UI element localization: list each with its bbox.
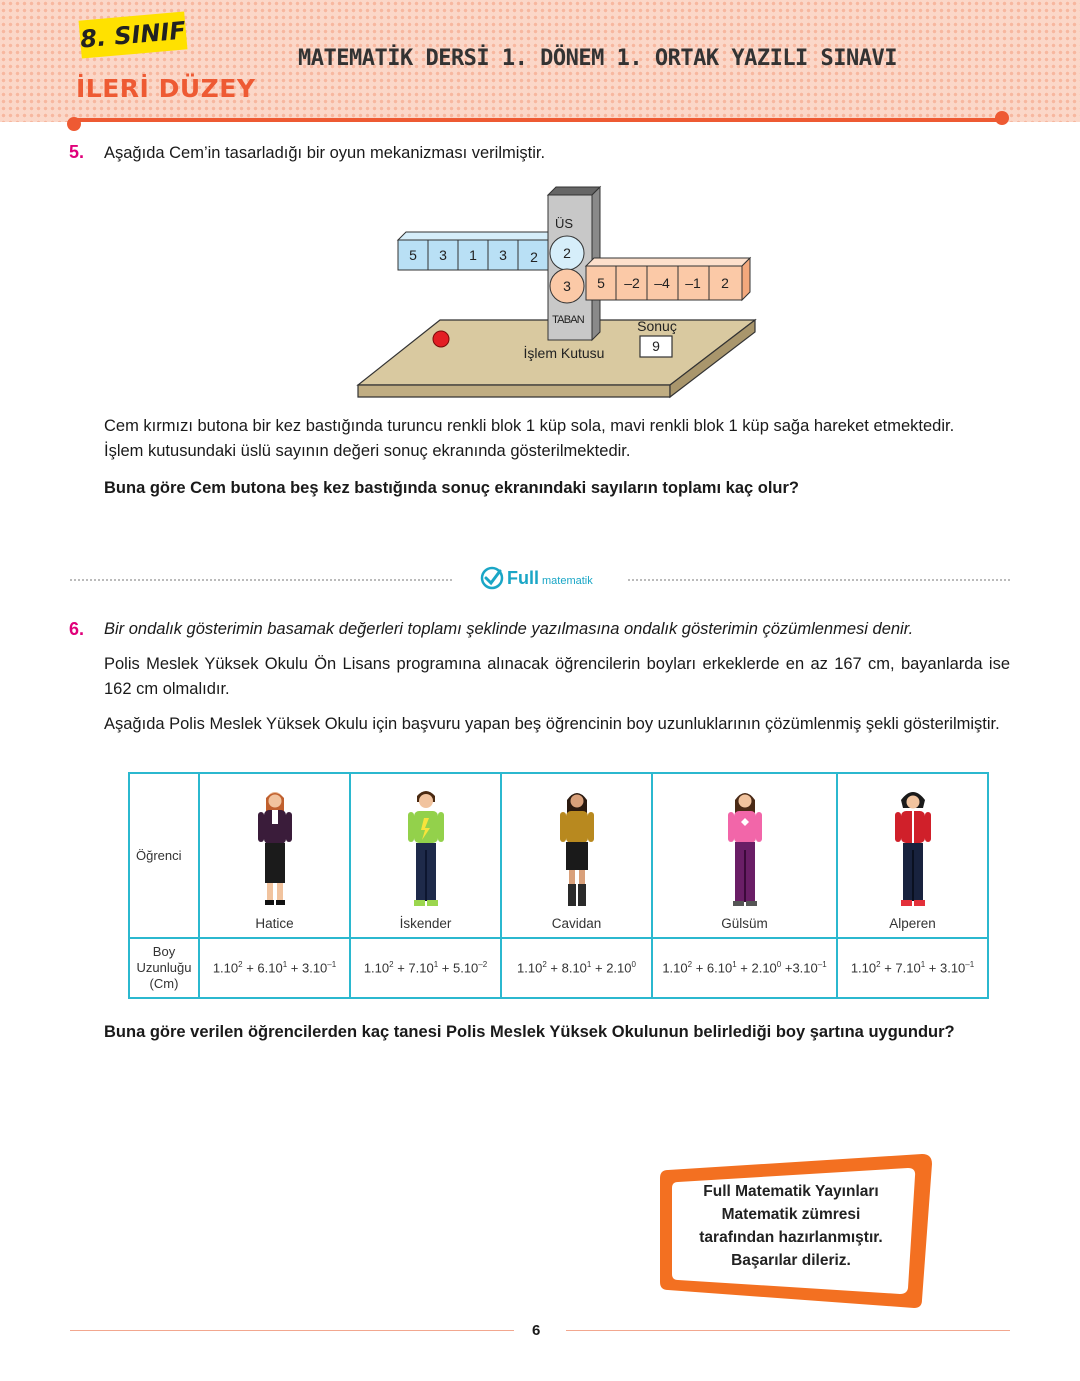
rule-dot-left <box>67 117 81 131</box>
student-name: Hatice <box>255 916 294 931</box>
student-figure-icon <box>553 788 601 912</box>
student-name: Alperen <box>889 916 936 931</box>
height-expression: $1.10^2 + 7.10^1 + 5.10^{-2}$ <box>350 938 501 998</box>
note-sign-text <box>676 1180 906 1272</box>
orange-cube-value: 2 <box>721 275 729 291</box>
student-cell <box>501 773 652 938</box>
blue-cube-value: 5 <box>409 247 417 263</box>
table-row <box>129 938 988 998</box>
student-name: Gülsüm <box>721 916 768 931</box>
student-cell <box>652 773 837 938</box>
logo-brand: Full <box>507 567 539 588</box>
student-cell <box>350 773 501 938</box>
height-expression: $1.10^2 + 8.10^1 + 2.10^0$ <box>501 938 652 998</box>
exponent-value: 2 <box>563 245 571 261</box>
full-matematik-logo <box>480 566 593 590</box>
note-line: Başarılar dileriz. <box>731 1252 851 1269</box>
grade-badge: 8. SINIF <box>79 11 188 58</box>
blue-cube-value: 1 <box>469 247 477 263</box>
check-circle-icon <box>480 566 504 590</box>
question-5-body-line1: Cem kırmızı butona bir kez bastığında turuncu renkli blok 1 küp sola, mavi renkli blok 1 küp sağa hareket etmektedir. <box>104 417 955 435</box>
red-button-icon <box>433 331 449 347</box>
note-line: Full Matematik Yayınları <box>703 1183 879 1200</box>
game-mechanism-diagram <box>350 180 770 402</box>
height-header-line: (Cm) <box>149 976 179 991</box>
question-6-para1: Polis Meslek Yüksek Okulu Ön Lisans programına alınacak öğrencilerin boyları erkeklerde en az 167 cm, bayanlarda ise 162 cm olmalıdır. <box>104 655 1010 698</box>
footer-rule-right <box>566 1330 1010 1331</box>
exponent-label: ÜS <box>554 216 574 231</box>
logo-sub: matematik <box>542 574 593 587</box>
height-expression: $1.10^2 + 6.10^1 + 2.10^0 +3.10^{-1}$ <box>652 938 837 998</box>
blue-cube-value: 3 <box>439 247 447 263</box>
student-row-header: Öğrenci <box>129 773 199 938</box>
table-row <box>129 773 988 938</box>
height-header-line: Uzunluğu <box>136 960 192 975</box>
result-label: Sonuç <box>637 318 677 334</box>
blue-cube-value: 2 <box>530 249 538 265</box>
question-5-intro: Aşağıda Cem’in tasarladığı bir oyun mekanizması verilmiştir. <box>104 144 546 162</box>
question-6-number: 6. <box>69 619 85 639</box>
student-name: Cavidan <box>551 916 602 931</box>
height-header-line: Boy <box>152 944 176 959</box>
blue-cube-value: 3 <box>499 247 507 263</box>
footer-rule-left <box>70 1330 514 1331</box>
level-label: İLERİ DÜZEY <box>76 74 256 103</box>
result-value: 9 <box>652 338 660 354</box>
page-number: 6 <box>532 1322 541 1339</box>
exam-title: MATEMATİK DERSİ 1. DÖNEM 1. ORTAK YAZILI SINAVI <box>298 46 898 71</box>
rule-dot-right <box>995 111 1009 125</box>
student-figure-icon <box>251 788 299 908</box>
question-5-prompt: Buna göre Cem butona beş kez bastığında sonuç ekranındaki sayıların toplamı kaç olur? <box>104 479 800 497</box>
note-line: Matematik zümresi <box>721 1206 861 1223</box>
question-6-prompt: Buna göre verilen öğrencilerden kaç tanesi Polis Meslek Yüksek Okulunun belirlediği boy şartına uygundur? <box>104 1023 955 1041</box>
students-table <box>128 772 989 999</box>
height-expression: $1.10^2 + 6.10^1 + 3.10^{-1}$ <box>199 938 350 998</box>
student-figure-icon <box>889 788 937 912</box>
header-rule <box>72 118 1002 122</box>
base-label: TABAN <box>552 314 584 326</box>
note-line: tarafından hazırlanmıştır. <box>699 1229 883 1246</box>
orange-cube-value: –1 <box>685 275 701 291</box>
height-row-header <box>129 938 199 998</box>
orange-cube-value: 5 <box>597 275 605 291</box>
process-box-label: İşlem Kutusu <box>523 345 605 361</box>
height-expression: $1.10^2 + 7.10^1 + 3.10^{-1}$ <box>837 938 988 998</box>
orange-cube-value: –2 <box>624 275 640 291</box>
student-figure-icon <box>721 788 769 912</box>
student-cell <box>199 773 350 938</box>
section-divider-right <box>628 579 1010 581</box>
section-divider-left <box>70 579 452 581</box>
question-5-body-line2: İşlem kutusundaki üslü sayının değeri sonuç ekranında gösterilmektedir. <box>104 442 631 460</box>
student-cell <box>837 773 988 938</box>
base-value: 3 <box>563 278 571 294</box>
question-6-definition: Bir ondalık gösterimin basamak değerleri toplamı şeklinde yazılmasına ondalık gösterimin çözümlenmesi denir. <box>104 620 914 638</box>
student-figure-icon <box>402 788 450 912</box>
student-name: İskender <box>399 916 452 931</box>
question-6-para2: Aşağıda Polis Meslek Yüksek Okulu için başvuru yapan beş öğrencinin boy uzunluklarının çözümlenmiş şekli gösterilmiştir. <box>104 715 1000 733</box>
question-5-number: 5. <box>69 142 85 162</box>
orange-cube-value: –4 <box>654 275 670 291</box>
